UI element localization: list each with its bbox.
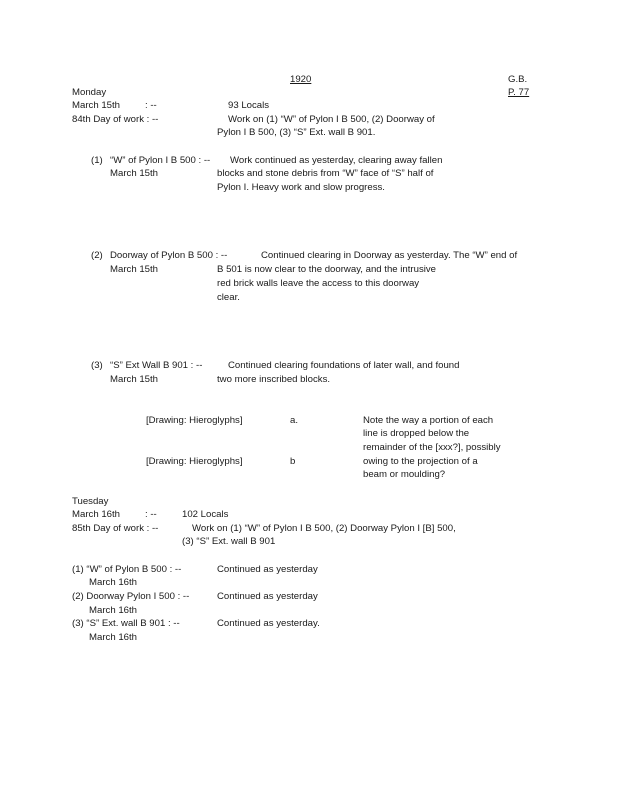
work-summary-line: (3) “S” Ext. wall B 901: [182, 536, 276, 547]
entry-text-line: Pylon I. Heavy work and slow progress.: [217, 182, 385, 193]
entry-title: Doorway of Pylon B 500 : --: [110, 250, 228, 261]
work-summary-line: Pylon I B 500, (3) “S” Ext. wall B 901.: [217, 127, 376, 138]
work-summary-line: Work on (1) “W” of Pylon I B 500, (2) Doorway of: [228, 114, 435, 125]
entry-date: March 15th: [110, 168, 158, 179]
drawing-placeholder: [Drawing: Hieroglyphs]: [146, 415, 243, 426]
entry-text-line: clear.: [217, 292, 240, 303]
entry-text-line: Continued as yesterday: [217, 564, 318, 575]
entry-number: (2): [91, 250, 103, 261]
note-line: remainder of the [xxx?], possibly: [363, 442, 501, 453]
entry-date: March 16th: [89, 632, 137, 643]
note-line: Note the way a portion of each: [363, 415, 494, 426]
entry-text-line: Continued as yesterday.: [217, 618, 320, 629]
entry-text-line: blocks and stone debris from “W” face of “S” half of: [217, 168, 434, 179]
entry-title: “S” Ext Wall B 901 : --: [110, 360, 203, 371]
entry-text-line: B 501 is now clear to the doorway, and the intrusive: [217, 264, 437, 275]
entry-date: March 15th: [110, 264, 158, 275]
drawing-placeholder: [Drawing: Hieroglyphs]: [146, 456, 243, 467]
locals-count: 93 Locals: [228, 100, 270, 111]
entry-text-line: Continued clearing foundations of later wall, and found: [228, 360, 460, 371]
locals-count: 102 Locals: [182, 509, 229, 520]
entry-text-line: Continued as yesterday: [217, 591, 318, 602]
entry-text-line: red brick walls leave the access to this doorway: [217, 278, 420, 289]
entry-text-line: two more inscribed blocks.: [217, 374, 331, 385]
day-of-work: 84th Day of work : --: [72, 114, 159, 125]
entry-text-line: Work continued as yesterday, clearing away fallen: [230, 155, 443, 166]
entry-number: (3): [91, 360, 103, 371]
work-summary-line: Work on (1) “W” of Pylon I B 500, (2) Doorway Pylon I [B] 500,: [192, 523, 456, 534]
entry-text-line: Continued clearing in Doorway as yesterday. The “W” end of: [261, 250, 518, 261]
entry-title: (1) “W” of Pylon B 500 : --: [72, 564, 182, 575]
entry-title: (2) Doorway Pylon I 500 : --: [72, 591, 190, 602]
year-heading: 1920: [290, 74, 312, 85]
entry-title: “W” of Pylon I B 500 : --: [110, 155, 211, 166]
note-line: line is dropped below the: [363, 428, 470, 439]
date-separator: : --: [145, 509, 157, 520]
date-label: March 16th: [72, 509, 120, 520]
drawing-mark: b: [290, 456, 296, 467]
page-reference: P. 77: [508, 87, 530, 98]
entry-date: March 15th: [110, 374, 158, 385]
date-label: March 15th: [72, 100, 120, 111]
entry-date: March 16th: [89, 577, 137, 588]
note-line: owing to the projection of a: [363, 456, 478, 467]
entry-date: March 16th: [89, 605, 137, 616]
date-separator: : --: [145, 100, 157, 111]
drawing-mark: a.: [290, 415, 299, 426]
day-of-work: 85th Day of work : --: [72, 523, 159, 534]
note-line: beam or moulding?: [363, 469, 446, 480]
weekday-label: Tuesday: [72, 496, 109, 507]
initials: G.B.: [508, 74, 528, 85]
entry-number: (1): [91, 155, 103, 166]
weekday-label: Monday: [72, 87, 107, 98]
entry-title: (3) “S” Ext. wall B 901 : --: [72, 618, 180, 629]
